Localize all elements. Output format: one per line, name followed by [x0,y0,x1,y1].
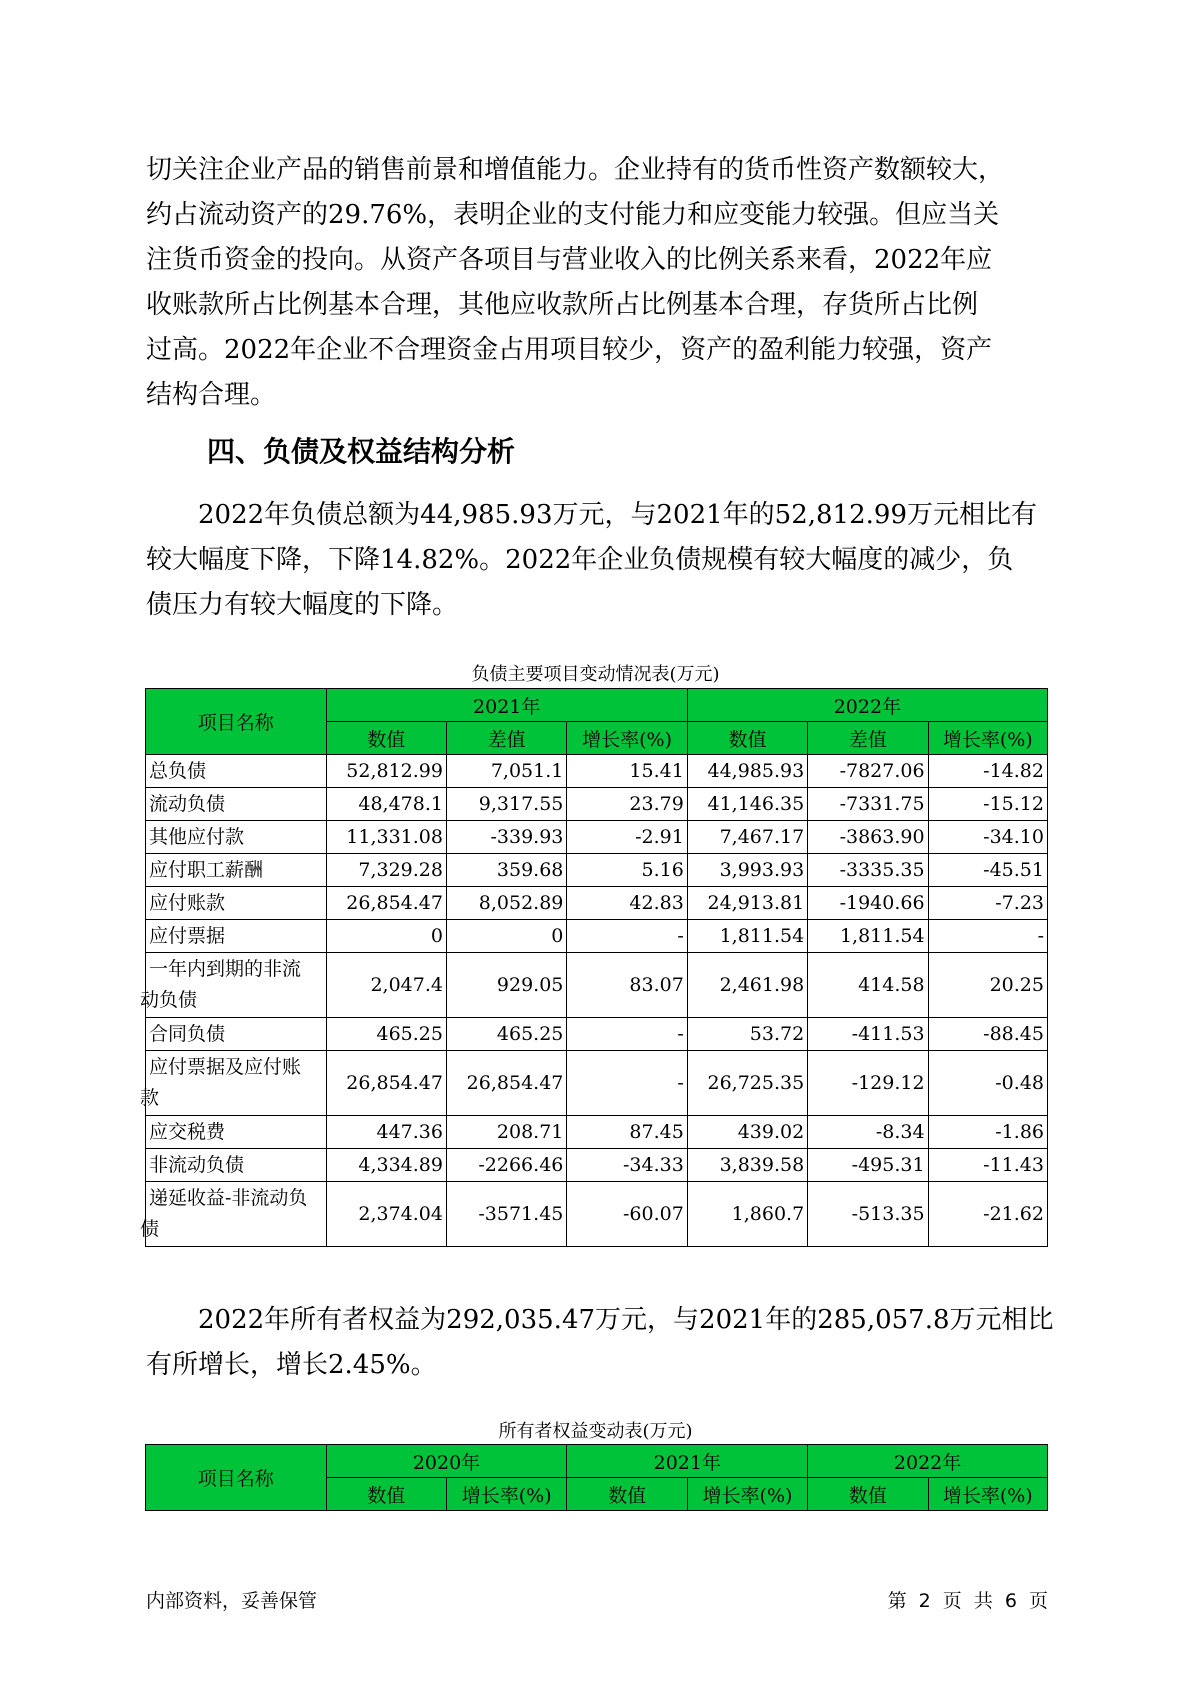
text-line: 较大幅度下降，下降14.82%。2022年企业负债规模有较大幅度的减少，负 [146,545,1014,575]
table-row [146,1182,1048,1247]
table-cell: 2,374.04 [326,1182,446,1247]
header-year-2020: 2020年 [326,1445,567,1478]
table-cell: -1.86 [928,1116,1047,1149]
table-cell: - [567,1018,687,1051]
table-cell: 465.25 [446,1018,566,1051]
table-cell: 23.79 [567,788,687,821]
row-label-line: 应付职工薪酬 [149,858,264,881]
row-label-line: 合同负债 [149,1022,226,1045]
table-row [146,1116,1048,1149]
header-value: 数值 [687,722,807,755]
table-cell: -339.93 [446,821,566,854]
table-cell: -34.33 [567,1149,687,1182]
table-row [146,788,1048,821]
table-cell: -21.62 [928,1182,1047,1247]
header-year-2021: 2021年 [326,689,687,722]
intro-paragraph [146,148,1046,418]
table-cell: -45.51 [928,854,1047,887]
table-cell: -129.12 [808,1051,928,1116]
table-row [146,755,1048,788]
header-diff: 差值 [808,722,928,755]
header-value: 数值 [808,1478,928,1511]
table-cell: 0 [326,920,446,953]
table-cell: -34.10 [928,821,1047,854]
table-cell: 87.45 [567,1116,687,1149]
table-cell: 7,329.28 [326,854,446,887]
text-line: 注货币资金的投向。从资产各项目与营业收入的比例关系来看，2022年应 [146,245,993,275]
header-growth: 增长率(%) [567,722,687,755]
row-label-line: 债 [140,1218,160,1240]
table-cell: 1,811.54 [687,920,807,953]
text-line: 收账款所占比例基本合理，其他应收款所占比例基本合理，存货所占比例 [146,290,979,320]
table-cell: 41,146.35 [687,788,807,821]
header-year-2022: 2022年 [687,689,1047,722]
row-label-line: 动负债 [140,989,198,1011]
table-caption: 负债主要项目变动情况表(万元) [471,664,720,685]
table-row [146,1051,1048,1116]
header-growth: 增长率(%) [687,1478,807,1511]
debt-paragraph [146,493,1046,628]
row-label [146,920,327,953]
table-cell: - [567,1051,687,1116]
table-cell: 24,913.81 [687,887,807,920]
table-cell: 359.68 [446,854,566,887]
text-line: 结构合理。 [146,380,277,410]
table-cell: -11.43 [928,1149,1047,1182]
table-cell: -7.23 [928,887,1047,920]
liabilities-table-body [140,755,1048,1247]
table-cell: 465.25 [326,1018,446,1051]
header-item-name: 项目名称 [146,689,327,755]
table-cell: -88.45 [928,1018,1047,1051]
header-value: 数值 [326,722,446,755]
table-row [146,1018,1048,1051]
table-cell: -495.31 [808,1149,928,1182]
table-cell: -8.34 [808,1116,928,1149]
table-cell: -2266.46 [446,1149,566,1182]
header-diff: 差值 [446,722,566,755]
text-line: 债压力有较大幅度的下降。 [146,590,459,620]
table-cell: 7,051.1 [446,755,566,788]
row-label [146,1018,327,1051]
row-label [140,1051,327,1116]
header-value: 数值 [567,1478,687,1511]
table-cell: 3,839.58 [687,1149,807,1182]
section-heading: 四、负债及权益结构分析 [207,435,516,468]
table-cell: 42.83 [567,887,687,920]
row-label-line: 非流动负债 [149,1153,245,1176]
header-item-name: 项目名称 [146,1445,327,1511]
footer-page-number: 第 2 页 共 6 页 [887,1590,1048,1612]
text-line: 有所增长，增长2.45%。 [146,1350,437,1380]
table-cell: 9,317.55 [446,788,566,821]
table-cell: 4,334.89 [326,1149,446,1182]
table-cell: 3,993.93 [687,854,807,887]
table-cell: -14.82 [928,755,1047,788]
table-cell: - [928,920,1047,953]
table-cell: -411.53 [808,1018,928,1051]
row-label [146,1116,327,1149]
row-label [146,854,327,887]
header-growth: 增长率(%) [928,1478,1047,1511]
table-row [146,887,1048,920]
table-row [146,953,1048,1018]
table-row [146,1149,1048,1182]
row-label-line: 其他应付款 [149,825,245,848]
table-cell: 26,854.47 [446,1051,566,1116]
table-cell: 26,854.47 [326,1051,446,1116]
equity-paragraph [146,1298,1054,1388]
table-cell: -3571.45 [446,1182,566,1247]
table-cell: -2.91 [567,821,687,854]
table-cell: 0 [446,920,566,953]
header-growth: 增长率(%) [446,1478,566,1511]
table-cell: 929.05 [446,953,566,1018]
header-growth: 增长率(%) [928,722,1047,755]
row-label [140,1182,327,1247]
table-cell: 26,854.47 [326,887,446,920]
table-cell: 48,478.1 [326,788,446,821]
text-line: 2022年负债总额为44,985.93万元，与2021年的52,812.99万元相比有 [198,500,1037,530]
table-cell: 414.58 [808,953,928,1018]
table-caption: 所有者权益变动表(万元) [498,1421,693,1442]
row-label [146,755,327,788]
row-label-line: 应付票据 [149,924,226,947]
table-row [146,821,1048,854]
row-label-line: 递延收益-非流动负 [149,1187,308,1209]
table-cell: -3863.90 [808,821,928,854]
row-label-line: 流动负债 [149,792,226,815]
table-cell: 26,725.35 [687,1051,807,1116]
table-cell: 83.07 [567,953,687,1018]
table-cell: 53.72 [687,1018,807,1051]
row-label [146,821,327,854]
table-cell: 8,052.89 [446,887,566,920]
footer-confidential-note: 内部资料，妥善保管 [146,1590,318,1612]
text-line: 切关注企业产品的销售前景和增值能力。企业持有的货币性资产数额较大， [146,155,1005,185]
row-label-line: 款 [140,1087,160,1109]
table-cell: 1,860.7 [687,1182,807,1247]
table-cell: 439.02 [687,1116,807,1149]
table-cell: -1940.66 [808,887,928,920]
table-cell: 2,461.98 [687,953,807,1018]
table-cell: -15.12 [928,788,1047,821]
table-cell: 7,467.17 [687,821,807,854]
text-line: 2022年所有者权益为292,035.47万元，与2021年的285,057.8万元相比 [198,1305,1054,1335]
table-cell: 447.36 [326,1116,446,1149]
table-cell: -3335.35 [808,854,928,887]
table-cell: 11,331.08 [326,821,446,854]
row-label [140,953,327,1018]
text-line: 约占流动资产的29.76%，表明企业的支付能力和应变能力较强。但应当关 [146,200,1000,230]
row-label [146,788,327,821]
table-cell: 15.41 [567,755,687,788]
table-row [146,854,1048,887]
table-cell: -7827.06 [808,755,928,788]
table-row [146,920,1048,953]
table-cell: 52,812.99 [326,755,446,788]
equity-table [145,1444,1048,1511]
table-cell: -513.35 [808,1182,928,1247]
row-label-line: 总负债 [149,759,207,782]
table-cell: -60.07 [567,1182,687,1247]
table-cell: 5.16 [567,854,687,887]
row-label [146,1149,327,1182]
row-label-line: 应付票据及应付账 [149,1056,302,1078]
text-line: 过高。2022年企业不合理资金占用项目较少，资产的盈利能力较强，资产 [146,335,993,365]
table-cell: 2,047.4 [326,953,446,1018]
table-cell: - [567,920,687,953]
table-cell: 208.71 [446,1116,566,1149]
row-label-line: 应交税费 [149,1120,226,1143]
header-value: 数值 [326,1478,446,1511]
table-cell: -7331.75 [808,788,928,821]
row-label-line: 应付账款 [149,891,226,914]
table-cell: -0.48 [928,1051,1047,1116]
table-cell: 20.25 [928,953,1047,1018]
header-year-2022: 2022年 [808,1445,1048,1478]
table-cell: 1,811.54 [808,920,928,953]
liabilities-table [140,688,1048,1247]
row-label-line: 一年内到期的非流 [149,958,302,980]
table-cell: 44,985.93 [687,755,807,788]
header-year-2021: 2021年 [567,1445,808,1478]
row-label [146,887,327,920]
